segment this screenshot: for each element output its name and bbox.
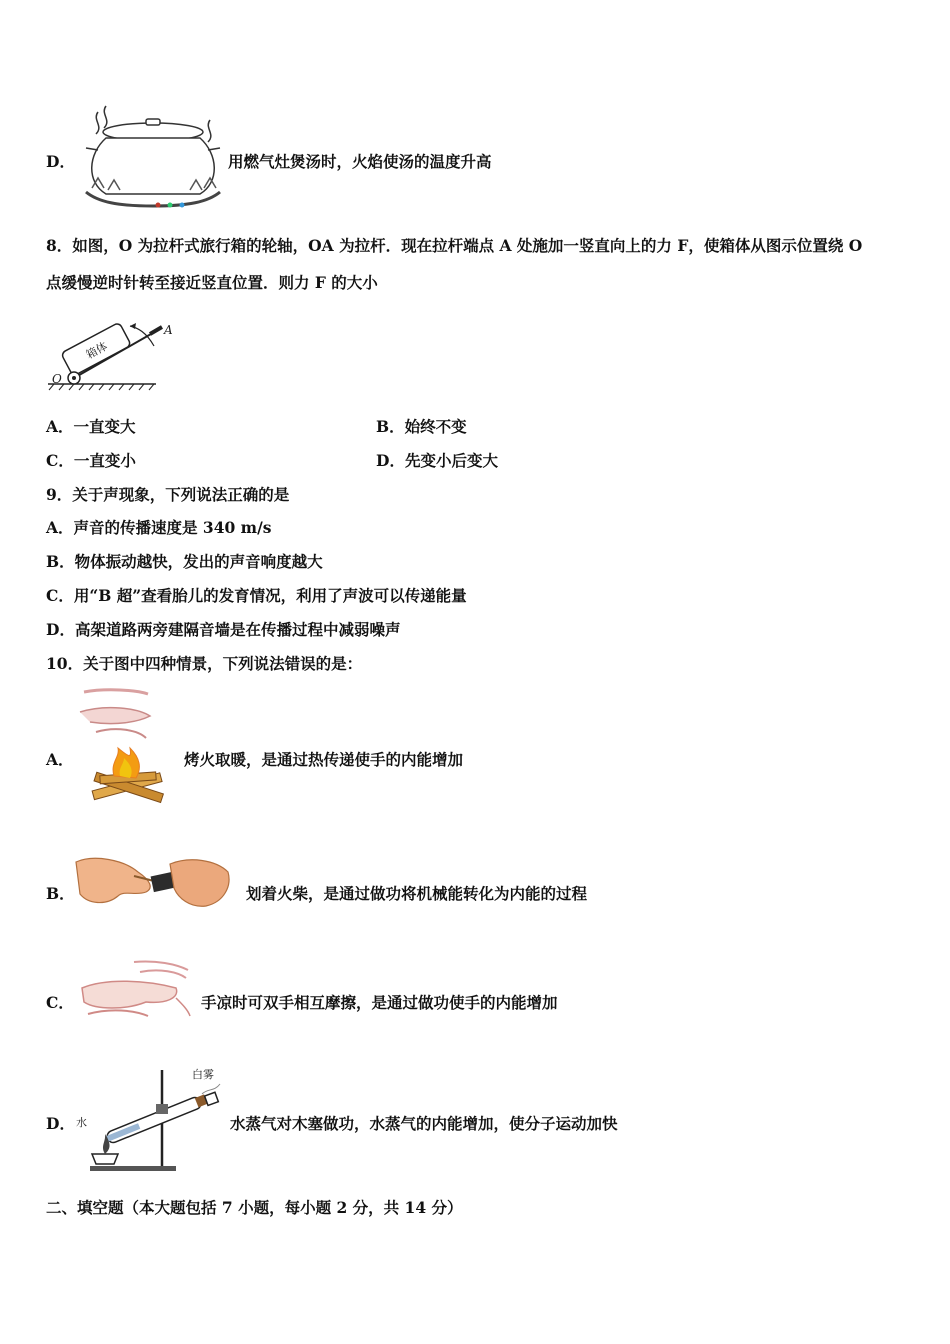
suitcase-lever-diagram xyxy=(46,312,181,392)
q10-stem: 10．关于图中四种情景，下列说法错误的是： xyxy=(46,654,363,673)
point-a-label: A xyxy=(164,323,173,337)
section2-title: 二、填空题（本大题包括 7 小题，每小题 2 分，共 14 分） xyxy=(46,1198,463,1217)
q10-option-a-text: 烤火取暖，是通过热传递使手的内能增加 xyxy=(184,750,464,769)
q10-option-c-label: C． xyxy=(46,993,74,1012)
q10-option-b-label: B． xyxy=(46,884,75,903)
q9-option-a: A．声音的传播速度是 340 m/s xyxy=(46,518,272,537)
q8-option-b: B．始终不变 xyxy=(376,417,467,436)
q9-option-c: C．用“B 超”查看胎儿的发育情况，利用了声波可以传递能量 xyxy=(46,586,467,605)
q9-option-d: D．高架道路两旁建隔音墙是在传播过程中减弱噪声 xyxy=(46,620,401,639)
water-label: 水 xyxy=(76,1116,87,1129)
q10-option-c-text: 手凉时可双手相互摩擦，是通过做功使手的内能增加 xyxy=(201,993,558,1012)
q8-option-a: A．一直变大 xyxy=(46,417,136,436)
q7-option-d-text: 用燃气灶煲汤时，火焰使汤的温度升高 xyxy=(228,152,492,171)
q9-stem: 9．关于声现象，下列说法正确的是 xyxy=(46,485,290,504)
q10-option-b-text: 划着火柴，是通过做功将机械能转化为内能的过程 xyxy=(246,884,588,903)
q8-stem-line2: 点缓慢逆时针转至接近竖直位置．则力 F 的大小 xyxy=(46,273,378,292)
q8-option-d: D．先变小后变大 xyxy=(376,451,498,470)
steam-cork-experiment-illustration xyxy=(74,1064,230,1176)
campfire-hands-illustration xyxy=(76,686,178,808)
point-o-label: O xyxy=(52,372,62,386)
q8-option-c: C．一直变小 xyxy=(46,451,136,470)
fog-label: 白雾 xyxy=(192,1068,214,1081)
q9-option-b: B．物体振动越快，发出的声音响度越大 xyxy=(46,552,323,571)
striking-match-illustration xyxy=(74,852,232,912)
q7-option-d-label: D． xyxy=(46,152,75,171)
q10-option-d-text: 水蒸气对木塞做功，水蒸气的内能增加，使分子运动加快 xyxy=(230,1114,618,1133)
rubbing-hands-illustration xyxy=(76,958,194,1030)
soup-pot-illustration xyxy=(78,102,228,212)
box-label: 箱体 xyxy=(84,339,110,362)
q10-option-d-label: D． xyxy=(46,1114,75,1133)
q8-stem-line1: 8．如图，O 为拉杆式旅行箱的轮轴，OA 为拉杆．现在拉杆端点 A 处施加一竖直向上的力 F，使箱体从图示位置绕 O xyxy=(46,236,863,255)
q10-option-a-label: A． xyxy=(46,750,74,769)
